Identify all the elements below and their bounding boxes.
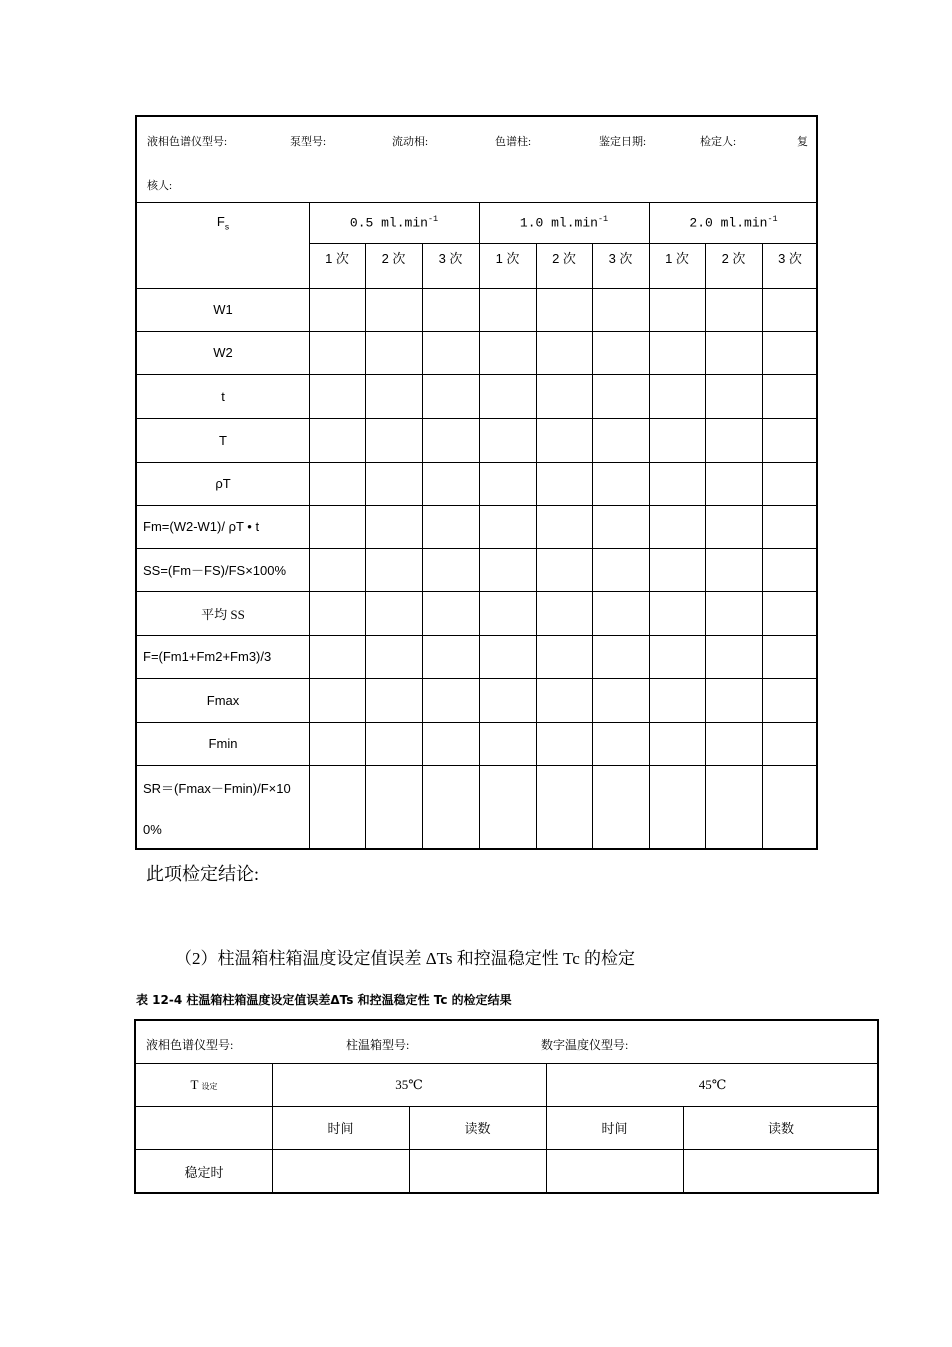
row-label-fm: Fm=(W2-W1)/ ρT • t xyxy=(143,519,260,534)
fs-label: $F_s$ xyxy=(216,213,230,232)
header-field-pump-model: 泵型号: xyxy=(290,136,327,148)
temp-35: 35℃ xyxy=(395,1076,423,1092)
flow-rate-verification-table xyxy=(135,115,818,850)
run-header: 3 次 xyxy=(778,251,802,266)
column-oven-temperature-table xyxy=(134,1019,879,1194)
header-field-lc-model: 液相色谱仪型号: xyxy=(147,136,228,148)
flow-rate-0-5: 0.5 $ml.\min^{-1}$ xyxy=(349,214,439,231)
header-field-mobile-phase: 流动相: xyxy=(392,136,429,148)
row-label-ss: SS=(Fm－FS)/FS×100% xyxy=(143,563,287,578)
col-time: 时间 xyxy=(601,1121,628,1136)
t2-header-lc-model: 液相色谱仪型号: xyxy=(146,1038,234,1052)
header-field-reviewer-start: 复 xyxy=(797,136,808,148)
row-label-w2: W2 xyxy=(213,345,233,360)
run-header: 3 次 xyxy=(438,251,463,266)
header-field-inspector: 检定人: xyxy=(700,136,737,148)
row-label-rho: ρT xyxy=(215,476,231,491)
run-header: 2 次 xyxy=(552,251,576,266)
row-label-sr-line1: SR＝(Fmax－Fmin)/F×10 xyxy=(143,781,291,796)
header-field-column: 色谱柱: xyxy=(495,136,532,148)
run-header: 2 次 xyxy=(721,251,746,266)
t2-header-thermometer-model: 数字温度仪型号: xyxy=(541,1038,629,1052)
run-header: 1 次 xyxy=(665,251,689,266)
col-reading: 读数 xyxy=(464,1121,491,1136)
flow-rate-2-0: 2.0 $ml.\min^{-1}$ xyxy=(689,214,778,231)
row-label-f: F=(Fm1+Fm2+Fm3)/3 xyxy=(143,649,272,664)
flow-rate-1-0: 1.0 $ml.\min^{-1}$ xyxy=(519,214,609,231)
conclusion-text: 此项检定结论: xyxy=(146,864,260,884)
row-label-stable: 稳定时 xyxy=(184,1165,224,1180)
col-reading: 读数 xyxy=(767,1121,794,1136)
run-header: 1 次 xyxy=(495,251,520,266)
section-heading: （2）柱温箱柱箱温度设定值误差 ΔTs 和控温稳定性 Tc 的检定 xyxy=(175,949,635,968)
table2-caption: 表 12-4 柱温箱柱箱温度设定值误差ΔTs 和控温稳定性 Tc 的检定结果 xyxy=(136,993,512,1007)
row-label-T: T xyxy=(219,432,227,448)
row-label-sr xyxy=(143,765,309,850)
t2-header-oven-model: 柱温箱型号: xyxy=(346,1038,410,1052)
header-field-reviewer-end: 核人: xyxy=(147,180,173,192)
run-header: 3 次 xyxy=(608,251,633,266)
row-label-w1: W1 xyxy=(213,302,233,317)
col-time: 时间 xyxy=(327,1121,354,1136)
header-field-date: 鉴定日期: xyxy=(599,136,647,148)
row-label-avg-ss: 平均 SS xyxy=(201,606,245,622)
row-label-t: t xyxy=(221,388,225,404)
row-label-fmin: Fmin xyxy=(208,736,238,751)
run-header: 1 次 xyxy=(325,251,349,266)
row-label-fmax: Fmax xyxy=(206,692,240,708)
run-header: 2 次 xyxy=(381,251,406,266)
t-set-label: T 设定 xyxy=(190,1076,218,1092)
temp-45: 45℃ xyxy=(698,1076,727,1092)
row-label-sr-line2: 0% xyxy=(143,822,162,837)
